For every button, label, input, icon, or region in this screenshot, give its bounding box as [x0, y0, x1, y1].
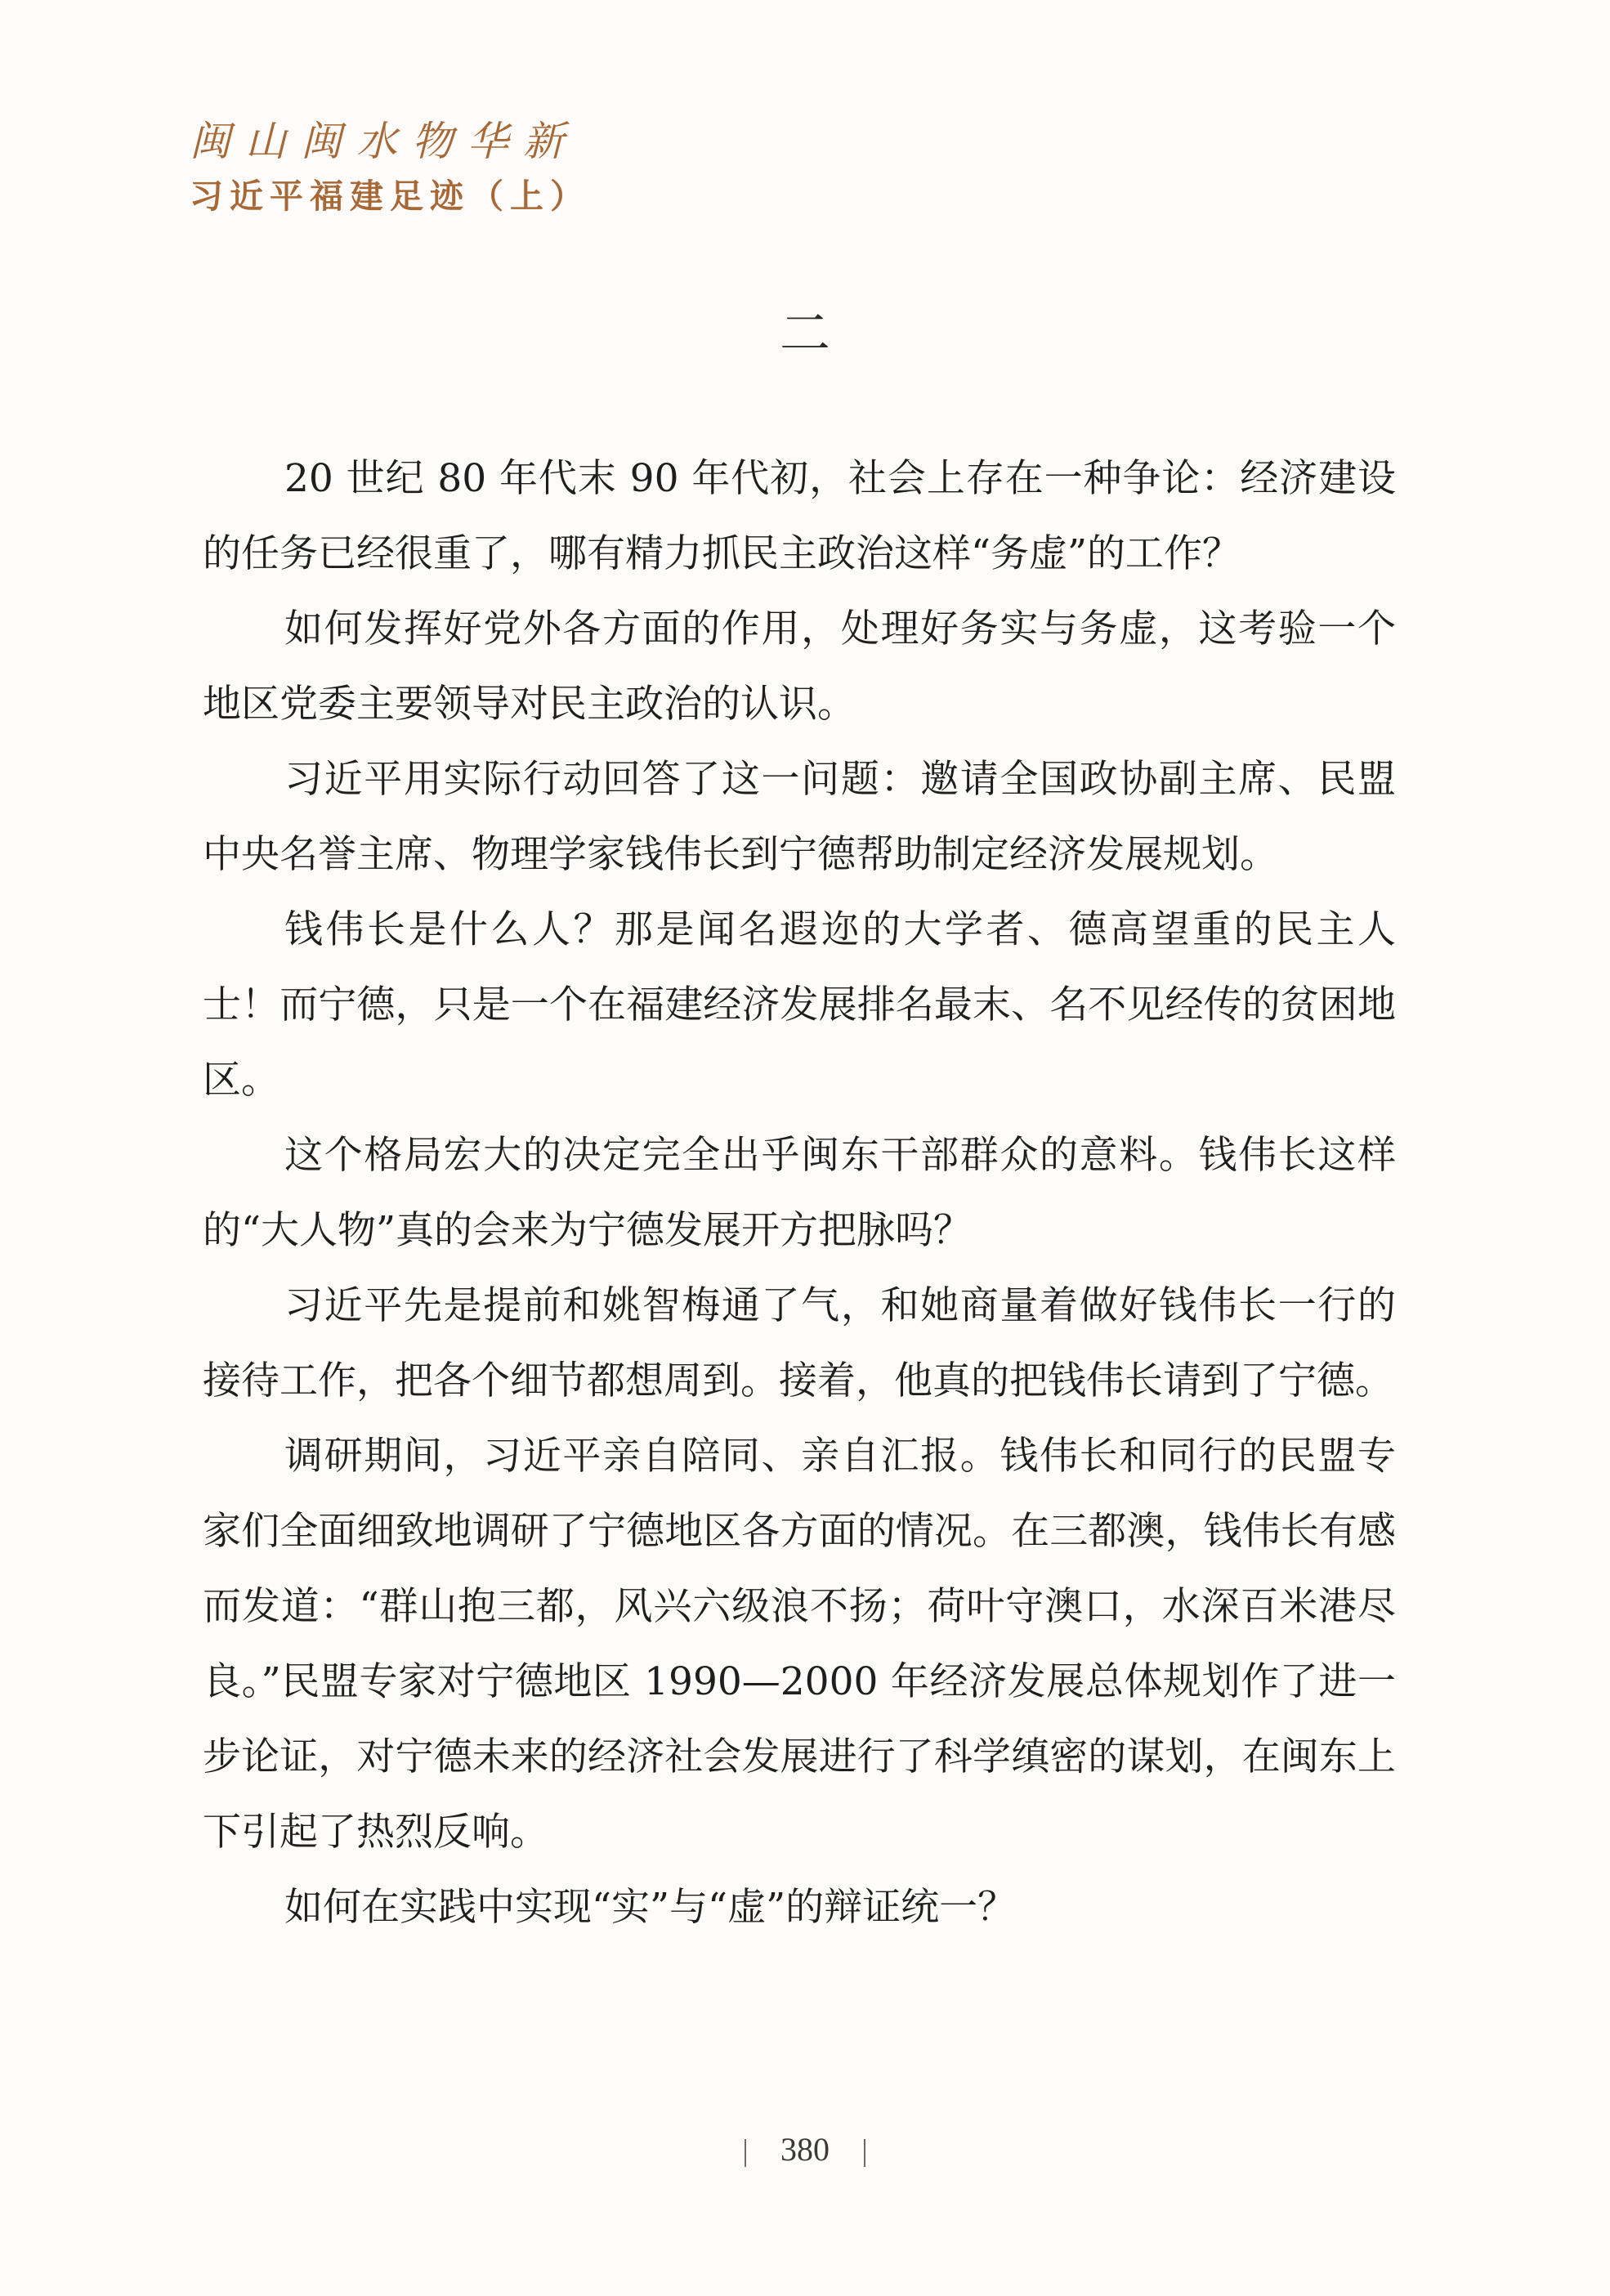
footer-rule-right: [864, 2139, 865, 2167]
paragraph: 习近平先是提前和姚智梅通了气，和她商量着做好钱伟长一行的接待工作，把各个细节都想周到。接着，他真的把钱伟长请到了宁德。: [203, 1283, 1396, 1403]
paragraph: 20 世纪 80 年代末 90 年代初，社会上存在一种争论：经济建设的任务已经很重了，哪有精力抓民主政治这样“务虚”的工作？: [203, 456, 1396, 576]
page-number: 380: [780, 2131, 830, 2168]
paragraph: 如何发挥好党外各方面的作用，处理好务实与务虚，这考验一个地区党委主要领导对民主政治的认识。: [203, 606, 1396, 727]
page-footer: [0, 2125, 1610, 2174]
paragraph: 习近平用实际行动回答了这一问题：邀请全国政协副主席、民盟中央名誉主席、物理学家钱伟长到宁德帮助制定经济发展规划。: [203, 757, 1396, 877]
body-text: [203, 441, 1396, 1945]
paragraph: 这个格局宏大的决定完全出乎闽东干部群众的意料。钱伟长这样的“大人物”真的会来为宁德发展开方把脉吗？: [203, 1133, 1396, 1253]
section-heading: 二: [779, 303, 830, 363]
paragraph: 钱伟长是什么人？那是闻名遐迩的大学者、德高望重的民主人士！而宁德，只是一个在福建经济发展排名最末、名不见经传的贫困地区。: [203, 907, 1396, 1103]
running-header: [190, 114, 590, 219]
book-title: 习近平福建足迹（上）: [190, 177, 590, 216]
paragraph: 调研期间，习近平亲自陪同、亲自汇报。钱伟长和同行的民盟专家们全面细致地调研了宁德地区各方面的情况。在三都澳，钱伟长有感而发道：“群山抱三都，风兴六级浪不扬；荷叶守澳口，水深百米港尽良。”民盟专家对宁德地区 1990—2000 年经济发展总体规划作了进一步论证，对宁德未来的经济社会发展进行了科学缜密的谋划，在闽东上下引起了热烈反响。: [203, 1434, 1396, 1855]
paragraph: 如何在实践中实现“实”与“虚”的辩证统一？: [284, 1885, 1017, 1930]
series-title: 闽山闽水物华新: [190, 118, 579, 165]
footer-rule-left: [745, 2139, 746, 2167]
